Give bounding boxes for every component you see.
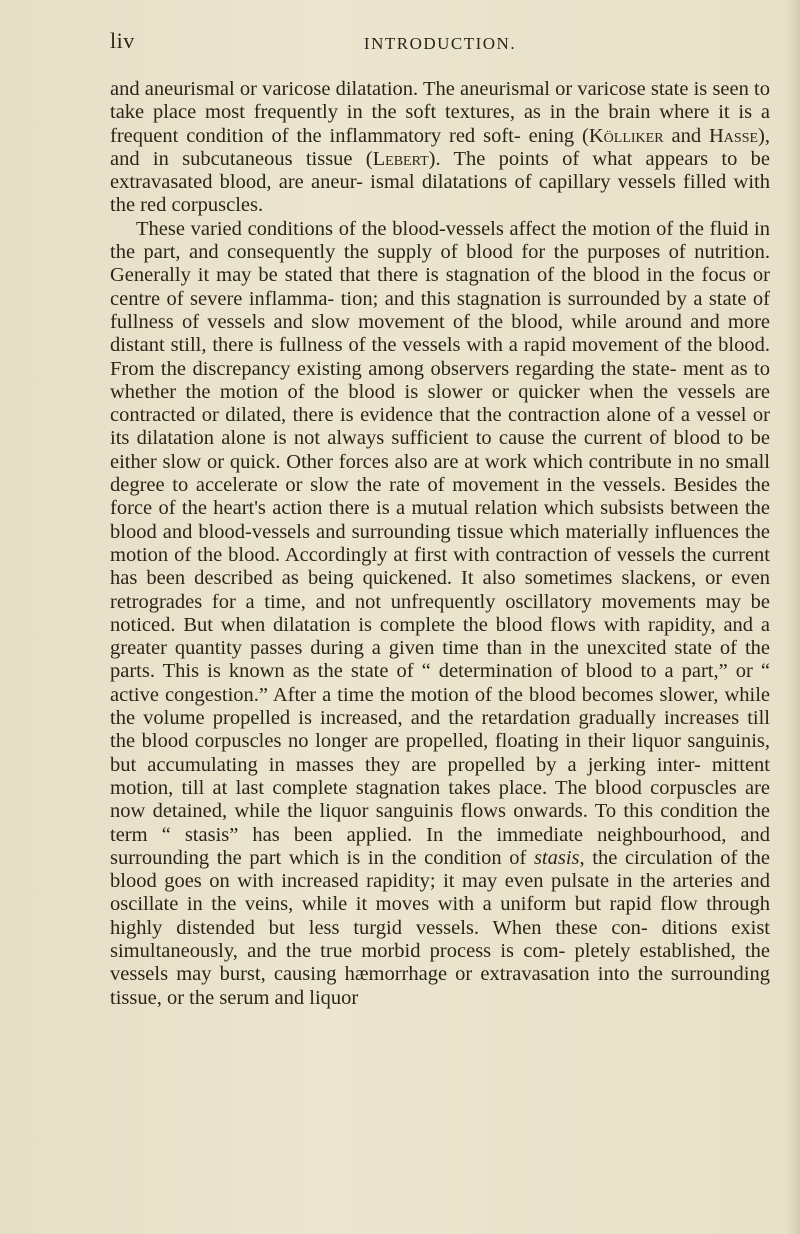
page-number: liv (110, 28, 135, 53)
author-name: Lebert (372, 147, 429, 170)
italic-term: stasis (533, 846, 580, 869)
paragraph-1: and aneurismal or varicose dilatation. The aneurismal or varicose state is seen to take place most frequently in the soft textures, as in the brain where it is a frequent condition of the inflammatory red soft- ening (Kölliker and Hasse), and in subcutaneous tissue (Lebert). The points of what appears to be extravasated blood, are aneur- ismal dilatations of capillary vessels filled with the red corpuscles. (110, 78, 770, 217)
running-head: INTRODUCTION. (363, 34, 517, 53)
paragraph-2: These varied conditions of the blood-vessels affect the motion of the fluid in the part, and consequently the supply of blood for the purposes of nutrition. Generally it may be stated that there is stagnation of the blood in the focus or centre of severe inflamma- tion; and this stagnation is surrounded by a state of fullness of vessels and slow movement of the blood, while around and more distant still, there is fullness of the vessels with a rapid movement of the blood. From the discrepancy existing among observers regarding the state- ment as to whether the motion of the blood is slower or quicker when the vessels are contracted or dilated, there is evidence that the contraction alone of a vessel or its dilatation alone is not always sufficient to cause the current of blood to be either slow or quick. Other forces also are at work which contribute in no small degree to accelerate or slow the rate of movement in the vessels. Besides the force of the heart's action there is a mutual relation which subsists between the blood and blood-vessels and surrounding tissue which materially influences the motion of the blood. Accordingly at first with contraction of vessels the current has been described as being quickened. It also sometimes slackens, or even retrogrades for a time, and not unfrequently oscillatory movements may be noticed. But when dilatation is complete the blood flows with rapidity, and a greater quantity passes during a given time than in the unexcited state of the parts. This is known as the state of “ determination of blood to a part,” or “ active congestion.” After a time the motion of the blood becomes slower, while the volume propelled is increased, and the retardation gradually increases till the blood corpuscles no longer are propelled, floating in their liquor sanguinis, but accumulating in masses they are propelled by a jerking inter- mittent motion, till at last complete stagnation takes place. The blood corpuscles are now detained, while the liquor sanguinis flows onwards. To this condition the term “ stasis” has been applied. In the immediate neighbourhood, and surrounding the part which is in the condition of stasis, the circulation of the blood goes on with increased rapidity; it may even pulsate in the arteries and oscillate in the veins, while it moves with a uniform but rapid flow through highly distended but less turgid vessels. When these con- ditions exist simultaneously, and the true morbid process is com- pletely established, the vessels may burst, causing hæmorrhage or extravasation into the surrounding tissue, or the serum and liquor (110, 217, 770, 1009)
author-name: Kölliker (588, 124, 664, 147)
page-header (110, 28, 770, 58)
author-name: Hasse (709, 124, 759, 147)
page-edge-shadow (786, 0, 800, 1234)
body-text (110, 78, 770, 1010)
